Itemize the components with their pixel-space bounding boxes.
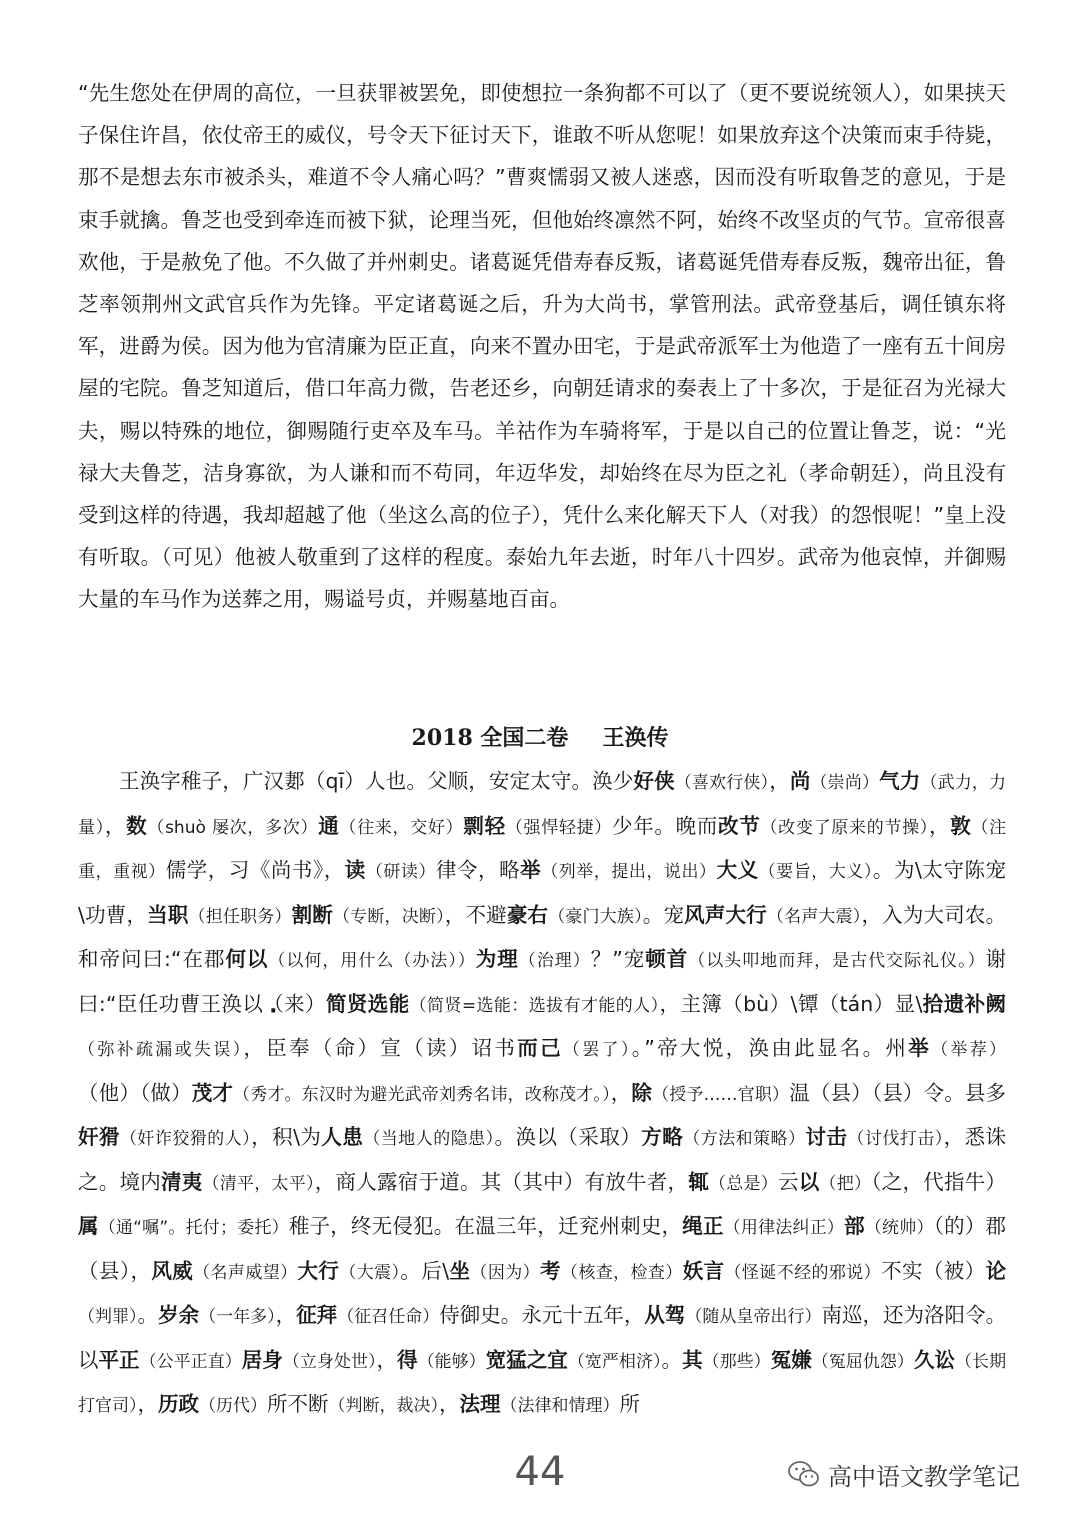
text-run: 南巡，还为洛阳令。以 — [78, 1303, 1007, 1372]
section-title-source: 2018 全国二卷 — [411, 725, 569, 751]
gloss-note: （通“嘱”。托付；委托） — [98, 1218, 289, 1238]
glossed-term: 法理 — [459, 1392, 501, 1416]
text-run: 所 — [619, 1392, 640, 1416]
gloss-note: （清平，太平） — [202, 1173, 315, 1194]
glossed-term: 顿首 — [645, 947, 689, 971]
text-run: 。 — [661, 1347, 683, 1372]
glossed-term: 方略 — [641, 1125, 684, 1149]
gloss-note: （判断，裁决） — [328, 1396, 439, 1416]
glossed-term: 得 — [397, 1347, 418, 1372]
gloss-note: （要旨，大义） — [758, 862, 873, 882]
glossed-term: 为理 — [475, 947, 519, 971]
glossed-term: 通 — [318, 813, 340, 838]
glossed-term: 风威 — [151, 1258, 194, 1283]
text-run: ，臣奉（命）宣（读）诏书 — [243, 1036, 518, 1060]
gloss-note: （宽严相济） — [567, 1351, 662, 1372]
text-run: 。为\太守陈宠\功曹， — [78, 858, 1007, 927]
text-run: 儒学，习《尚书》， — [165, 858, 345, 882]
gloss-note: （简贤=选能：选拔有才能的人） — [409, 995, 660, 1016]
text-run: 谢曰:“臣任功曹王涣 — [78, 947, 1007, 1016]
text-run: ， — [376, 1347, 398, 1372]
section-title-name: 王涣传 — [602, 725, 669, 751]
text-run: 。后\ — [400, 1258, 450, 1283]
glossed-term: 好侠 — [633, 769, 675, 793]
text-run: ， — [137, 1392, 158, 1416]
gloss-note: （那些） — [702, 1351, 771, 1372]
gloss-note: （弥补疏漏或失误） — [78, 1040, 244, 1060]
wechat-icon — [788, 1460, 820, 1488]
text-run: ， — [769, 769, 790, 793]
gloss-note: （大震） — [339, 1262, 401, 1283]
gloss-note: （罢了） — [562, 1040, 632, 1060]
gloss-note: （总是） — [709, 1173, 778, 1194]
gloss-note: （一年多） — [199, 1307, 276, 1327]
glossed-term: 何以 — [225, 947, 269, 971]
gloss-note: （统帅） — [864, 1218, 934, 1238]
gloss-note: （把） — [819, 1173, 872, 1194]
gloss-note: （能够） — [417, 1351, 486, 1372]
annotated-classical-text — [78, 760, 1006, 1428]
glossed-term: 读 — [344, 858, 366, 882]
glossed-term: 举 — [520, 858, 542, 882]
gloss-note: （奸诈狡猾的人） — [119, 1129, 252, 1149]
glossed-term: 大行 — [297, 1258, 340, 1283]
text-run: ，入为大司农。和帝问曰:“在郡 — [78, 902, 1007, 971]
translation-paragraph: “先生您处在伊周的高位，一旦获罪被罢免，即使想拉一条狗都不可以了（更不要说统领人），如果挟天子保住许昌，依仗帝王的威仪，号令天下征讨天下，谁敢不听从您呢！如果放弃这个决策而束手待毙，那不是想去东市被杀头，难道不令人痛心吗？”曹爽懦弱又被人迷惑，因而没有听取鲁芝的意见，于是束手就擒。鲁芝也受到牵连而被下狱，论理当死，但他始终凛然不阿，始终不改坚贞的气节。宣帝很喜欢他，于是赦免了他。不久做了并州刺史。诸葛诞凭借寿春反叛，诸葛诞凭借寿春反叛，魏帝出征，鲁芝率领荆州文武官兵作为先锋。平定诸葛诞之后，升为大尚书，掌管刑法。武帝登基后，调任镇东将军，进爵为侯。因为他为官清廉为臣正直，向来不置办田宅，于是武帝派军士为他造了一座有五十间房屋的宅院。鲁芝知道后，借口年高力微，告老还乡，向朝廷请求的奏表上了十多次，于是征召为光禄大夫，赐以特殊的地位，御赐随行吏卒及车马。羊祜作为车骑将军，于是以自己的位置让鲁芝，说：“光禄大夫鲁芝，洁身寡欲，为人谦和而不苟同，年迈华发，却始终在尽为臣之礼（孝命朝廷），尚且没有受到这样的待遇，我却超越了他（坐这么高的位子），凭什么来化解天下人（对我）的怨恨呢！”皇上没有听取。（可见）他被人敬重到了这样的程度。泰始九年去逝，时年八十四岁。武帝为他哀悼，并御赐大量的车马作为送葬之用，赐谥号贞，并赐墓地百亩。 — [78, 81, 1006, 612]
glossed-term: 考 — [540, 1258, 561, 1283]
text-run: 不实（被） — [881, 1258, 986, 1283]
gloss-note: （列举，提出，说出） — [541, 862, 717, 882]
gloss-note: （用律法纠正） — [723, 1218, 845, 1238]
glossed-term: 尚 — [789, 769, 811, 793]
text-run: 。 — [137, 1303, 159, 1327]
glossed-term: 平正 — [98, 1347, 140, 1372]
glossed-term: 数 — [126, 813, 148, 838]
gloss-note: （喜欢行侠） — [674, 773, 770, 793]
glossed-term: 冤嫌 — [770, 1347, 812, 1372]
gloss-note: （名声大震） — [766, 906, 862, 927]
gloss-note: （专断，决断） — [332, 906, 445, 927]
glossed-term: 敦 — [950, 813, 972, 838]
glossed-term: 当职 — [147, 902, 189, 927]
text-run: 云 — [778, 1169, 799, 1194]
glossed-term: 气力 — [879, 769, 921, 793]
text-run: 所不断 — [267, 1392, 329, 1416]
glossed-term: 部 — [844, 1214, 865, 1238]
glossed-term: 妖言 — [682, 1258, 725, 1283]
gloss-note: （以何，用什么（办法）） — [268, 951, 476, 971]
text-run: ，不避 — [444, 902, 507, 927]
gloss-note: （研读） — [365, 862, 436, 882]
text-run: ， — [610, 1080, 632, 1105]
glossed-term: 大义 — [716, 858, 759, 882]
gloss-note: （武力，力量） — [78, 773, 1007, 838]
glossed-term: 其 — [682, 1347, 703, 1372]
watermark-text: 高中语文教学笔记 — [828, 1462, 1020, 1491]
gloss-note: （冤屈仇怨） — [811, 1351, 914, 1372]
gloss-note: （改变了原来的节操） — [760, 817, 930, 838]
glossed-term: 简贤选能 — [325, 991, 410, 1016]
gloss-note: （立身处世） — [282, 1351, 377, 1372]
text-run: 侍御史。永元十五年， — [439, 1303, 645, 1327]
dotted-char: 以 — [242, 991, 264, 1016]
text-run: 。”帝大悦，涣由此显名。州 — [631, 1036, 909, 1060]
glossed-term: 人患 — [321, 1125, 364, 1149]
text-run: 少年。晚而 — [612, 813, 719, 838]
glossed-term: 居身 — [241, 1347, 283, 1372]
glossed-term: 征拜 — [296, 1303, 338, 1327]
text-run: ，商人露宿于道。其（其中）有放牛者， — [314, 1169, 689, 1194]
text-run: ， — [104, 813, 127, 838]
gloss-note: （核查，检查） — [560, 1262, 683, 1283]
glossed-term: 历政 — [158, 1392, 199, 1416]
glossed-term: 坐 — [449, 1258, 471, 1283]
glossed-term: 而己 — [517, 1036, 563, 1060]
gloss-note: （随从皇帝出行） — [685, 1307, 822, 1327]
glossed-term: 茂才 — [191, 1080, 234, 1105]
glossed-term: 改节 — [718, 813, 761, 838]
glossed-term: 举 — [908, 1036, 932, 1060]
gloss-note: （秀才。东汉时为避光武帝刘秀名讳，改称茂才。） — [233, 1084, 611, 1105]
text-run: 。涣以（采取） — [494, 1125, 642, 1149]
section-title — [0, 718, 1080, 758]
gloss-note: （举荐） — [931, 1040, 1007, 1060]
text-run: （的）郡（县）， — [78, 1214, 1007, 1283]
text-run: （来） — [263, 991, 326, 1016]
glossed-term: 豪右 — [506, 902, 549, 927]
gloss-note: （历代） — [199, 1396, 267, 1416]
text-run: （他）（做） — [78, 1080, 192, 1105]
text-run: ，主簿（bù）\镡（tán）显\ — [659, 991, 923, 1016]
gloss-note: （豪门大族） — [548, 906, 643, 927]
glossed-term: 属 — [78, 1214, 99, 1238]
gloss-note: （法律和情理） — [500, 1396, 620, 1416]
gloss-note: （往来，交好） — [339, 817, 464, 838]
gloss-note: （强悍轻捷） — [505, 817, 613, 838]
glossed-term: 久讼 — [913, 1347, 956, 1372]
text-run: 律令，略 — [435, 858, 521, 882]
gloss-note: （注重，重视） — [78, 817, 1007, 882]
page-number: 44 — [514, 1449, 566, 1495]
text-run: 。宠 — [642, 902, 685, 927]
gloss-note: （长期打官司） — [78, 1351, 1007, 1416]
text-run: ，积\为 — [251, 1125, 322, 1149]
text-run: ？”宠 — [590, 947, 646, 971]
text-run: ，悉诛之。境内 — [78, 1125, 1007, 1194]
glossed-term: 绳正 — [682, 1214, 724, 1238]
glossed-term: 割断 — [291, 902, 333, 927]
gloss-note: （以头叩地而拜，是古代交际礼仪。） — [688, 951, 986, 971]
glossed-term: 以 — [798, 1169, 820, 1194]
glossed-term: 讨击 — [805, 1125, 848, 1149]
gloss-note: （shuò 屡次，多次） — [147, 817, 319, 838]
text-run: 温（县）（县）令。县多 — [789, 1080, 1007, 1105]
gloss-note: （征召任命） — [337, 1307, 440, 1327]
gloss-note: （因为） — [470, 1262, 541, 1283]
gloss-note: （授予……官职） — [652, 1084, 790, 1105]
text-run: ， — [275, 1303, 297, 1327]
text-run: （之，代指牛） — [871, 1169, 1006, 1194]
glossed-term: 除 — [631, 1080, 653, 1105]
glossed-term: 清夷 — [161, 1169, 203, 1194]
text-run: ， — [929, 813, 951, 838]
text-run: 王涣字稚子，广汉郪（qī）人也。父顺，安定太守。涣少 — [119, 769, 634, 793]
gloss-note: （治理） — [518, 951, 591, 971]
gloss-note: （名声威望） — [193, 1262, 298, 1283]
glossed-term: 拾遗补阙 — [922, 991, 1007, 1016]
glossed-term: 宽猛之宜 — [485, 1347, 568, 1372]
gloss-note: （公平正直） — [139, 1351, 242, 1372]
gloss-note: （当地人的隐患） — [363, 1129, 495, 1149]
glossed-term: 奸猾 — [78, 1125, 120, 1149]
glossed-term: 辄 — [688, 1169, 709, 1194]
glossed-term: 岁余 — [158, 1303, 200, 1327]
text-run: ， — [439, 1392, 460, 1416]
text-run: 稚子，终无侵犯。在温三年，迁兖州刺史， — [288, 1214, 683, 1238]
gloss-note: （判罪） — [78, 1307, 138, 1327]
gloss-note: （崇尚） — [810, 773, 880, 793]
gloss-note: （方法和策略） — [683, 1129, 806, 1149]
glossed-term: 从驾 — [644, 1303, 686, 1327]
gloss-note: （怪诞不经的邪说） — [724, 1262, 882, 1283]
gloss-note: （担任职务） — [188, 906, 292, 927]
glossed-term: 风声大行 — [684, 902, 767, 927]
gloss-note: （讨伐打击） — [847, 1129, 944, 1149]
glossed-term: 剽轻 — [463, 813, 506, 838]
glossed-term: 论 — [985, 1258, 1007, 1283]
watermark — [788, 1456, 1020, 1492]
